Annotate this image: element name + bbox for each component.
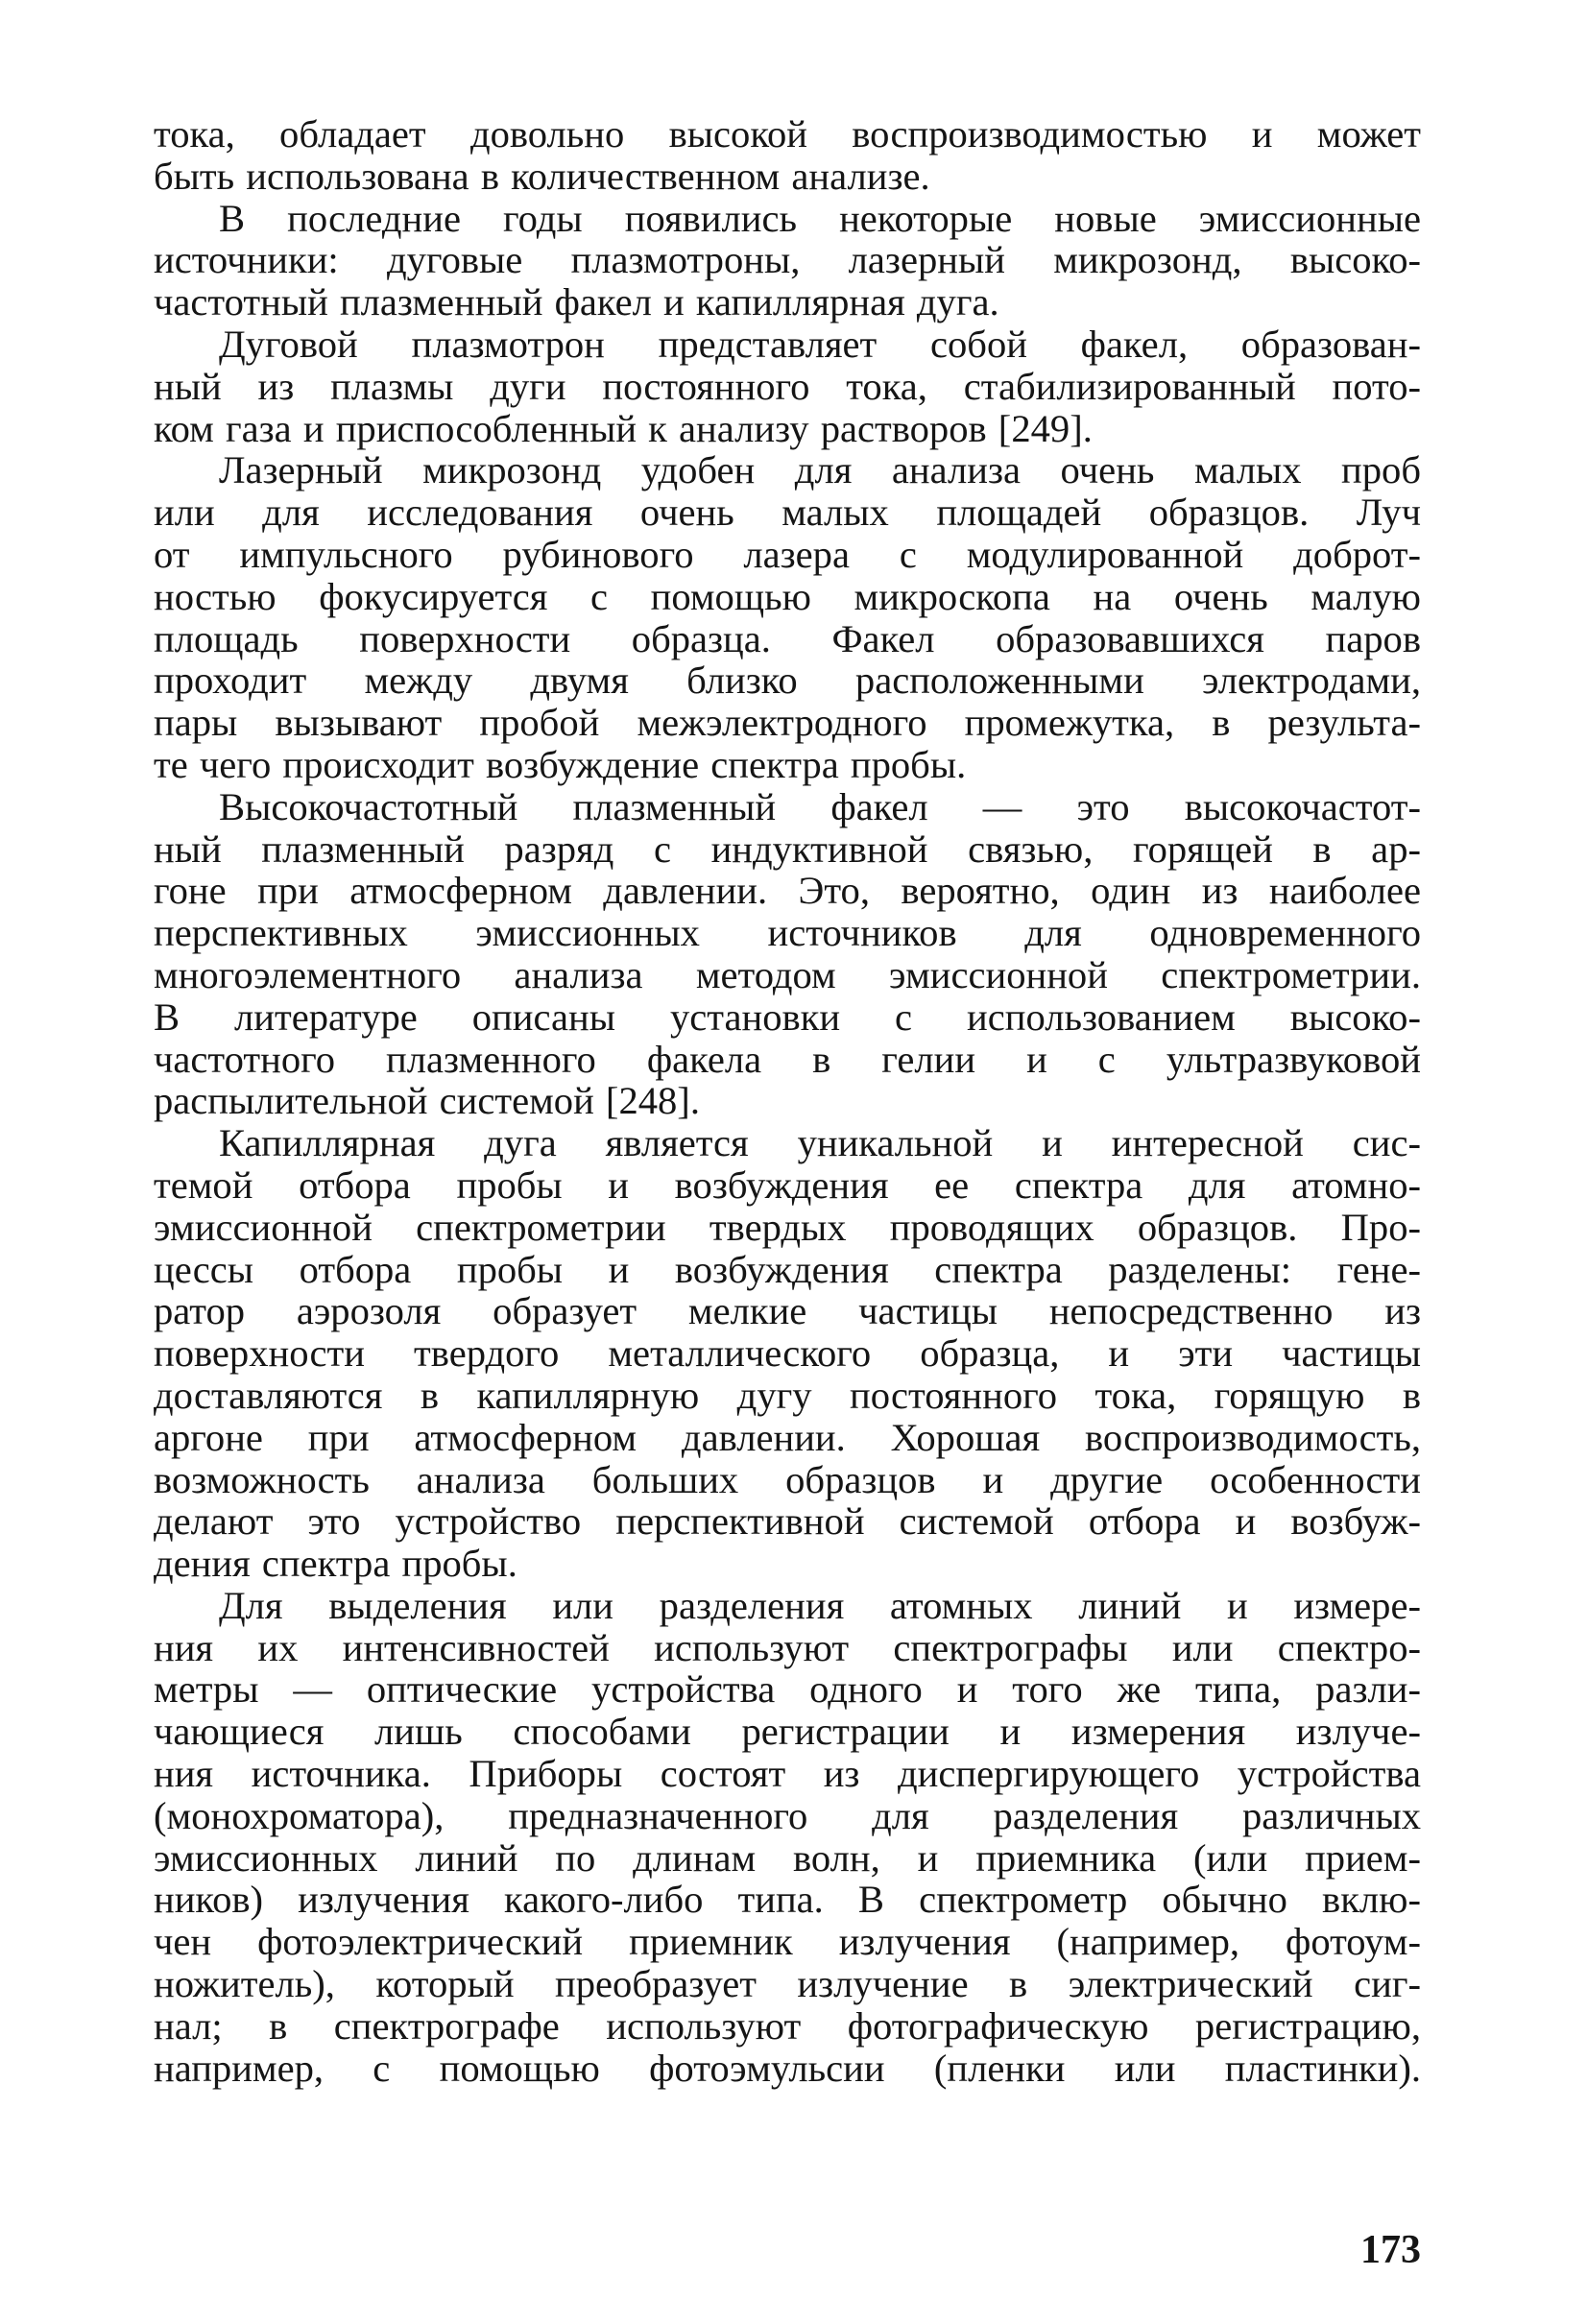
text-line: ножитель), который преобразует излучение в электрический сиг- [154,1962,1421,2006]
text-line: ком газа и приспособленный к анализу растворов [249]. [154,406,1093,450]
text-line: ный плазменный разряд с индуктивной связью, горящей в ар- [154,827,1421,871]
text-line: поверхности твердого металлического образца, и эти частицы [154,1331,1421,1376]
text-line: быть использована в количественном анализе. [154,154,930,198]
paragraph [154,323,1421,449]
text-line: возможность анализа больших образцов и другие особенности [154,1457,1421,1501]
paragraph [154,449,1421,785]
text-line: Лазерный микрозонд удобен для анализа очень малых проб [219,448,1421,492]
text-line: например, с помощью фотоэмульсии (пленки или пластинки). [154,2046,1421,2090]
text-line: В последние годы появились некоторые новые эмиссионные [219,196,1421,240]
text-line: нал; в спектрографе используют фотографическую регистрацию, [154,2003,1421,2048]
text-line: темой отбора пробы и возбуждения ее спектра для атомно- [154,1162,1421,1207]
text-line: ния источника. Приборы состоят из диспергирующего устройства [154,1752,1421,1796]
text-line: Высокочастотный плазменный факел — это высокочастот- [219,784,1421,828]
text-line: гоне при атмосферном давлении. Это, вероятно, один из наиболее [154,869,1421,913]
text-line: от импульсного рубинового лазера с модулированной доброт- [154,532,1421,576]
text-line: эмиссионных линий по длинам волн, и приемника (или прием- [154,1835,1421,1880]
text-line: пары вызывают пробой межэлектродного промежутка, в результа- [154,701,1421,745]
text-line: метры — оптические устройства одного и того же типа, разли- [154,1667,1421,1712]
text-line: перспективных эмиссионных источников для одновременного [154,911,1421,955]
text-line: чающиеся лишь способами регистрации и измерения излуче- [154,1710,1421,1754]
text-line: Дуговой плазмотрон представляет собой факел, образован- [219,322,1421,366]
text-line: цессы отбора пробы и возбуждения спектра разделены: гене- [154,1247,1421,1291]
text-line: распылительной системой [248]. [154,1079,700,1123]
text-line: ния их интенсивностей используют спектрографы или спектро- [154,1625,1421,1669]
text-line: тока, обладает довольно высокой воспроизводимостью и может [154,112,1421,156]
text-line: те чего происходит возбуждение спектра пробы. [154,742,967,786]
text-line: Капиллярная дуга является уникальной и интересной сис- [219,1121,1421,1165]
text-line: частотного плазменного факела в гелии и с ультразвуковой [154,1037,1421,1081]
paragraph [154,1122,1421,1585]
text-line: В литературе описаны установки с использованием высоко- [154,994,1421,1039]
text-line: ратор аэрозоля образует мелкие частицы непосредственно из [154,1289,1421,1333]
text-line: ностью фокусируется с помощью микроскопа на очень малую [154,574,1421,618]
text-line: ный из плазмы дуги постоянного тока, стабилизированный пото- [154,364,1421,408]
text-line: частотный плазменный факел и капиллярная дуга. [154,280,999,324]
text-line: площадь поверхности образца. Факел образовавшихся паров [154,616,1421,660]
text-line: (монохроматора), предназначенного для разделения различных [154,1793,1421,1837]
text-body [154,113,1421,2089]
text-line: доставляются в капиллярную дугу постоянного тока, горящую в [154,1373,1421,1417]
text-line: ников) излучения какого-либо типа. В спектрометр обычно вклю- [154,1878,1421,1922]
text-line: источники: дуговые плазмотроны, лазерный микрозонд, высоко- [154,238,1421,282]
text-line: дения спектра пробы. [154,1542,517,1586]
paragraph [154,198,1421,323]
text-line: Для выделения или разделения атомных линий и измере- [219,1583,1421,1627]
text-line: проходит между двумя близко расположенными электродами, [154,659,1421,703]
text-line: делают это устройство перспективной системой отбора и возбуж- [154,1499,1421,1544]
text-line: или для исследования очень малых площадей образцов. Луч [154,491,1421,535]
paragraph [154,786,1421,1122]
text-line: многоэлементного анализа методом эмиссионной спектрометрии. [154,952,1421,996]
paragraph [154,113,1421,198]
paragraph [154,1585,1421,2090]
text-line: чен фотоэлектрический приемник излучения (например, фотоум- [154,1920,1421,1964]
text-line: эмиссионной спектрометрии твердых проводящих образцов. Про- [154,1205,1421,1249]
page-number: 173 [1360,2228,1421,2272]
text-line: аргоне при атмосферном давлении. Хорошая воспроизводимость, [154,1415,1421,1459]
book-page [154,113,1421,2273]
